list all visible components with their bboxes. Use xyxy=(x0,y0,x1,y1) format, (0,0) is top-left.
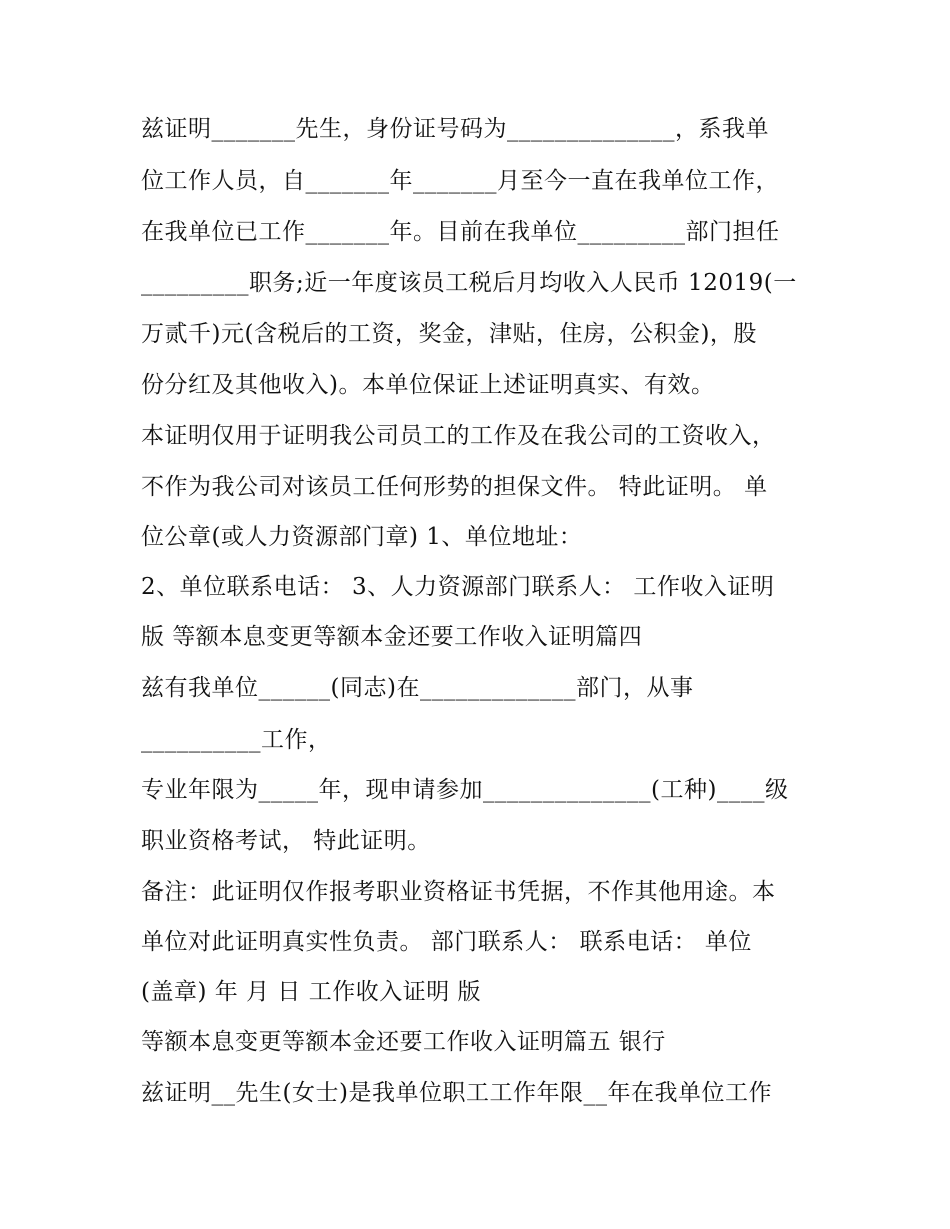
text-line: 2、单位联系电话： 3、人力资源部门联系人： 工作收入证明 xyxy=(141,574,775,600)
text-line: 兹有我单位______(同志)在_____________部门，从事 xyxy=(141,675,694,701)
text-line: 版 等额本息变更等额本金还要工作收入证明篇四 xyxy=(141,624,643,650)
text-line: 位公章(或人力资源部门章) 1、单位地址： xyxy=(141,524,583,550)
text-line: 备注：此证明仅作报考职业资格证书凭据，不作其他用途。本 xyxy=(141,879,776,905)
text-line: (盖章) 年 月 日 工作收入证明 版 xyxy=(141,979,482,1005)
text-line: 兹证明_______先生，身份证号码为______________，系我单 xyxy=(141,116,769,142)
text-line: 份分红及其他收入)。本单位保证上述证明真实、有效。 xyxy=(141,372,715,398)
text-line: 本证明仅用于证明我公司员工的工作及在我公司的工资收入， xyxy=(141,423,776,449)
text-line: 单位对此证明真实性负责。 部门联系人： 联系电话： 单位 xyxy=(141,929,752,955)
text-line: 在我单位已工作_______年。目前在我单位_________部门担任 xyxy=(141,219,780,245)
text-line: 不作为我公司对该员工任何形势的担保文件。 特此证明。 单 xyxy=(141,474,768,500)
text-line: 职业资格考试， 特此证明。 xyxy=(141,828,431,854)
text-line: _________职务;近一年度该员工税后月均收入人民币 12019(一 xyxy=(141,270,797,296)
text-line: 位工作人员，自_______年_______月至今一直在我单位工作， xyxy=(141,168,779,194)
text-line: 专业年限为_____年，现申请参加______________(工种)____级 xyxy=(141,777,789,803)
text-line: 兹证明__先生(女士)是我单位职工工作年限__年在我单位工作 xyxy=(141,1080,772,1106)
text-line: __________工作， xyxy=(141,727,332,753)
text-line: 万贰千)元(含税后的工资，奖金，津贴，住房，公积金)，股 xyxy=(141,321,757,347)
text-line: 等额本息变更等额本金还要工作收入证明篇五 银行 xyxy=(141,1029,666,1055)
